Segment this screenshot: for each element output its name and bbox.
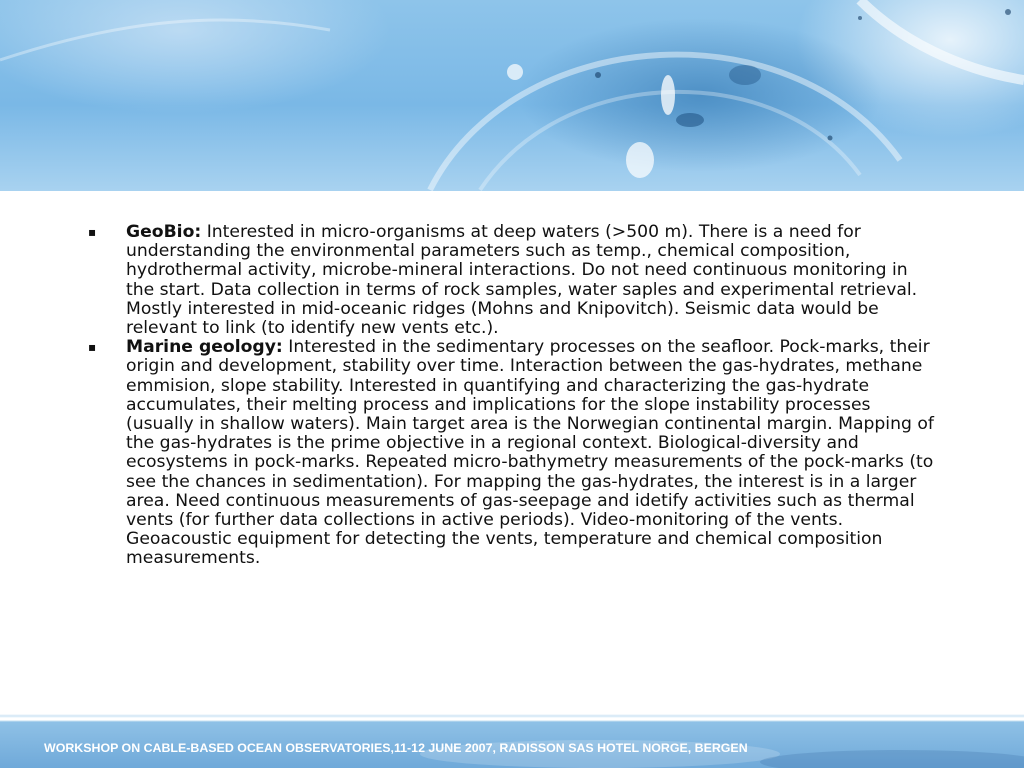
square-bullet-icon: ▪ <box>88 340 97 355</box>
bullet-text: Interested in the sedimentary processes on the seafloor. Pock-marks, their origin and development, stability over time. Interaction between the gas-hydrates, methane emmision, slope stability. Interested in quantifying and characterizing the gas-hydrate accumulates, their melting process and implications for the slope instability processes (usually in shallow waters). Main target area is the Norwegian continental margin. Mapping of the gas-hydrates is the prime objective in a regional context. Biological-diversity and ecosystems in pock-marks. Repeated micro-bathymetry measurements of the pock-marks (to see the chances in sedimentation). For mapping the gas-hydrates, the interest is in a larger area. Need continuous measurements of gas-seepage and idetify activities such as thermal vents (for further data collections in active periods). Video-monitoring of the vents. Geoacoustic equipment for detecting the vents, temperature and chemical composition measurements. <box>126 337 934 569</box>
bullet-geobio <box>88 223 938 338</box>
bullet-term: GeoBio: <box>126 222 202 242</box>
bullet-marine-geology <box>88 338 938 568</box>
footer-bar <box>0 714 1024 768</box>
header-water-image <box>0 0 1024 191</box>
water-ripple-graphic <box>0 0 1024 191</box>
bullet-term: Marine geology: <box>126 337 283 358</box>
square-bullet-icon: ▪ <box>88 225 97 239</box>
footer-workshop-title: WORKSHOP ON CABLE-BASED OCEAN OBSERVATORIES,11-12 JUNE 2007, RADISSON SAS HOTEL NORGE, BERGEN <box>44 741 748 755</box>
slide-bullet-list <box>88 223 938 569</box>
bullet-text: Interested in micro-organisms at deep waters (>500 m). There is a need for understanding the environmental parameters such as temp., chemical composition, hydrothermal activity, microbe-mineral interactions. Do not need continuous monitoring in the start. Data collection in terms of rock samples, water saples and experimental retrieval. Mostly interested in mid-oceanic ridges (Mohns and Knipovitch). Seismic data would be relevant to link (to identify new vents etc.). <box>126 222 918 339</box>
